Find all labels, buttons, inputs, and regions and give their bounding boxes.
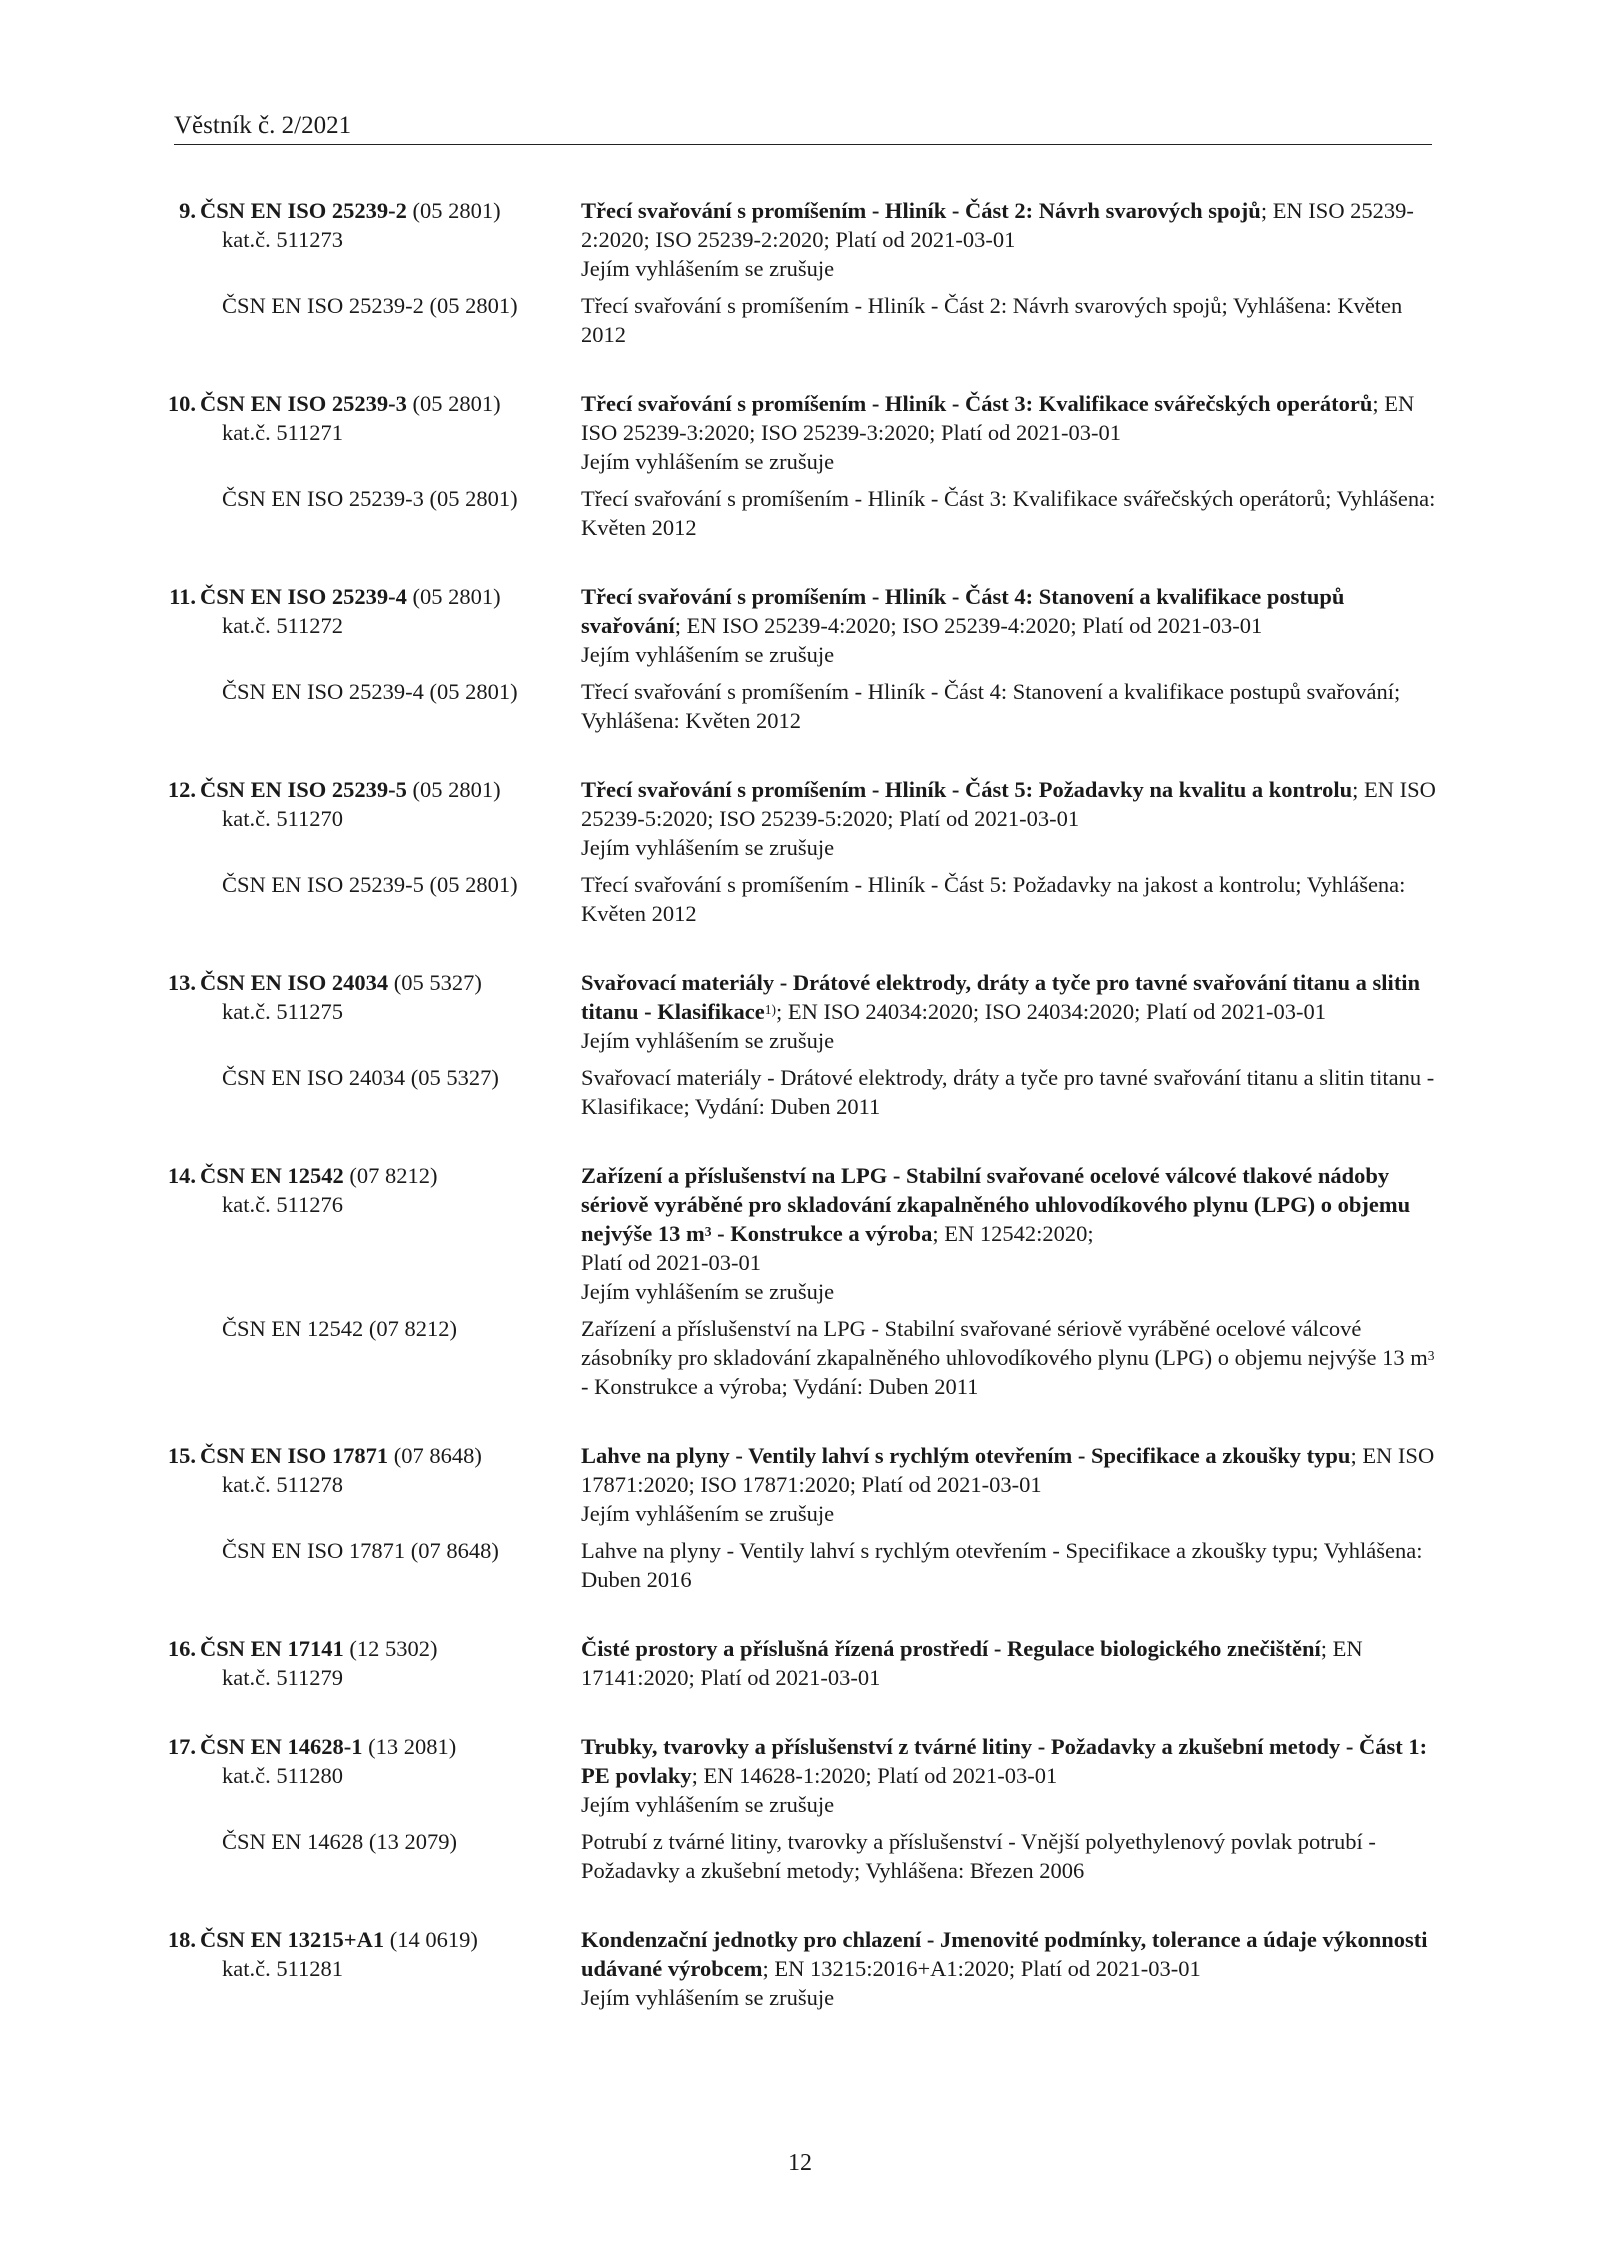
repealed-text-end: - Konstrukce a výroba; Vydání: Duben 2011 [581, 1374, 979, 1399]
repealed-text: Zařízení a příslušenství na LPG - Stabilní svařované sériově vyráběné ocelové válcové zásobníky pro skladování zkapalněného uhlovodíkového plynu (LPG) o objemu nejvýše 13 m [581, 1316, 1428, 1370]
standard-entry-12 [167, 775, 1436, 928]
standard-code: ČSN EN ISO 24034 [200, 970, 389, 995]
superscript-3: 3 [704, 1224, 712, 1240]
standard-class: (05 2801) [412, 777, 501, 802]
repeal-note: Jejím vyhlášením se zrušuje [581, 1501, 835, 1526]
entry-number: 10. [167, 391, 196, 416]
standard-code: ČSN EN ISO 25239-5 [200, 777, 407, 802]
standard-class: (14 0619) [389, 1927, 478, 1952]
standards-list [167, 196, 1436, 2052]
superscript-3: 3 [1427, 1348, 1435, 1364]
repealed-code: ČSN EN ISO 24034 (05 5327) [222, 1065, 499, 1090]
catalog-number: kat.č. 511273 [222, 227, 344, 252]
standard-details: ; EN ISO 25239-5:2020; ISO 25239-5:2020; Platí od 2021-03-01 [581, 777, 1436, 831]
standard-code: ČSN EN ISO 17871 [200, 1443, 389, 1468]
standard-title: Třecí svařování s promíšením - Hliník - Část 4: Stanovení a kvalifikace postupů svařování [581, 584, 1345, 638]
standard-title: Třecí svařování s promíšením - Hliník - Část 3: Kvalifikace svářečských operátorů [581, 391, 1373, 416]
standard-code: ČSN EN 14628-1 [200, 1734, 363, 1759]
repealed-text: Třecí svařování s promíšením - Hliník - Část 4: Stanovení a kvalifikace postupů svařování; Vyhlášena: Květen 2012 [581, 679, 1401, 733]
catalog-number: kat.č. 511276 [222, 1192, 344, 1217]
catalog-number: kat.č. 511279 [222, 1665, 344, 1690]
catalog-number: kat.č. 511272 [222, 613, 344, 638]
standard-title: Třecí svařování s promíšením - Hliník - Část 2: Návrh svarových spojů [581, 198, 1261, 223]
standard-entry-17 [167, 1732, 1436, 1885]
entry-number: 13. [167, 970, 196, 995]
standard-code: ČSN EN ISO 25239-2 [200, 198, 407, 223]
entry-number: 14. [167, 1163, 196, 1188]
standard-title: Svařovací materiály - Drátové elektrody, dráty a tyče pro tavné svařování titanu a slitin titanu - Klasifikace [581, 970, 1421, 1024]
catalog-number: kat.č. 511280 [222, 1763, 344, 1788]
entry-number: 16. [167, 1636, 196, 1661]
standard-code: ČSN EN 17141 [200, 1636, 344, 1661]
standard-class: (07 8212) [349, 1163, 438, 1188]
repealed-code: ČSN EN ISO 25239-4 (05 2801) [222, 679, 518, 704]
standard-class: (12 5302) [349, 1636, 438, 1661]
repeal-note: Jejím vyhlášením se zrušuje [581, 1792, 835, 1817]
repealed-text: Lahve na plyny - Ventily lahví s rychlým otevřením - Specifikace a zkoušky typu; Vyhlášena: Duben 2016 [581, 1538, 1423, 1592]
repeal-note: Jejím vyhlášením se zrušuje [581, 1028, 835, 1053]
standard-title: Trubky, tvarovky a příslušenství z tvárné litiny - Požadavky a zkušební metody - Část 1: PE povlaky [581, 1734, 1428, 1788]
catalog-number: kat.č. 511271 [222, 420, 344, 445]
repeal-note: Jejím vyhlášením se zrušuje [581, 1279, 835, 1304]
standard-class: (13 2081) [368, 1734, 457, 1759]
page-number: 12 [788, 2150, 812, 2176]
repeal-note: Jejím vyhlášením se zrušuje [581, 256, 835, 281]
standard-entry-14 [167, 1161, 1436, 1401]
entry-number: 15. [167, 1443, 196, 1468]
entry-number: 9. [179, 198, 196, 223]
catalog-number: kat.č. 511281 [222, 1956, 344, 1981]
standard-title: Kondenzační jednotky pro chlazení - Jmenovité podmínky, tolerance a údaje výkonnosti udávané výrobcem [581, 1927, 1428, 1981]
standard-entry-18 [167, 1925, 1436, 2012]
repealed-text: Potrubí z tvárné litiny, tvarovky a příslušenství - Vnější polyethylenový povlak potrubí - Požadavky a zkušební metody; Vyhlášena: Březen 2006 [581, 1829, 1376, 1883]
standard-entry-15 [167, 1441, 1436, 1594]
standard-title: Čisté prostory a příslušná řízená prostředí - Regulace biologického znečištění [581, 1636, 1321, 1661]
standard-entry-9 [179, 196, 1436, 349]
footnote-marker: 1) [764, 1002, 776, 1018]
repealed-code: ČSN EN 12542 (07 8212) [222, 1316, 457, 1341]
standard-class: (05 2801) [412, 584, 501, 609]
standard-title: Třecí svařování s promíšením - Hliník - Část 5: Požadavky na kvalitu a kontrolu [581, 777, 1353, 802]
repealed-code: ČSN EN ISO 25239-5 (05 2801) [222, 872, 518, 897]
standard-class: (05 5327) [393, 970, 482, 995]
standard-details: ; EN ISO 24034:2020; ISO 24034:2020; Platí od 2021-03-01 [776, 999, 1326, 1024]
standard-entry-16 [167, 1634, 1436, 1692]
standard-details: ; EN ISO 25239-3:2020; ISO 25239-3:2020; Platí od 2021-03-01 [581, 391, 1415, 445]
standard-title: Lahve na plyny - Ventily lahví s rychlým otevřením - Specifikace a zkoušky typu [581, 1443, 1351, 1468]
repealed-text: Třecí svařování s promíšením - Hliník - Část 5: Požadavky na jakost a kontrolu; Vyhlášena: Květen 2012 [581, 872, 1406, 926]
standard-class: (05 2801) [412, 391, 501, 416]
entry-number: 11. [169, 584, 196, 609]
repeal-note: Jejím vyhlášením se zrušuje [581, 1985, 835, 2010]
catalog-number: kat.č. 511275 [222, 999, 344, 1024]
catalog-number: kat.č. 511278 [222, 1472, 344, 1497]
standard-code: ČSN EN 13215+A1 [200, 1927, 385, 1952]
standard-details: ; EN ISO 25239-4:2020; ISO 25239-4:2020; Platí od 2021-03-01 [674, 613, 1263, 638]
catalog-number: kat.č. 511270 [222, 806, 344, 831]
repeal-note: Jejím vyhlášením se zrušuje [581, 449, 835, 474]
standard-class: (07 8648) [393, 1443, 482, 1468]
standard-code: ČSN EN ISO 25239-3 [200, 391, 407, 416]
standard-class: (05 2801) [412, 198, 501, 223]
standard-valid-from: Platí od 2021-03-01 [581, 1250, 761, 1275]
standard-code: ČSN EN ISO 25239-4 [200, 584, 407, 609]
standard-details: ; EN 12542:2020; [932, 1221, 1094, 1246]
repealed-text: Svařovací materiály - Drátové elektrody, dráty a tyče pro tavné svařování titanu a slitin titanu - Klasifikace; Vydání: Duben 2011 [581, 1065, 1435, 1119]
repealed-code: ČSN EN ISO 25239-3 (05 2801) [222, 486, 518, 511]
standard-code: ČSN EN 12542 [200, 1163, 344, 1188]
repeal-note: Jejím vyhlášením se zrušuje [581, 835, 835, 860]
standard-details: ; EN 17141:2020; Platí od 2021-03-01 [581, 1636, 1363, 1690]
standard-details: ; EN 14628-1:2020; Platí od 2021-03-01 [691, 1763, 1058, 1788]
repealed-code: ČSN EN 14628 (13 2079) [222, 1829, 457, 1854]
repealed-code: ČSN EN ISO 25239-2 (05 2801) [222, 293, 518, 318]
standard-title: Zařízení a příslušenství na LPG - Stabilní svařované ocelové válcové tlakové nádoby sériově vyráběné pro skladování zkapalněného uhlovodíkového plynu (LPG) o objemu nejvýše 13 m [581, 1163, 1411, 1246]
standard-details: ; EN ISO 17871:2020; ISO 17871:2020; Platí od 2021-03-01 [581, 1443, 1435, 1497]
entry-number: 17. [167, 1734, 196, 1759]
entry-number: 12. [167, 777, 196, 802]
standard-entry-10 [167, 389, 1436, 542]
standard-details: ; EN ISO 25239-2:2020; ISO 25239-2:2020; Platí od 2021-03-01 [581, 198, 1414, 252]
standard-details: ; EN 13215:2016+A1:2020; Platí od 2021-03-01 [762, 1956, 1201, 1981]
standard-entry-11 [169, 582, 1436, 735]
repealed-code: ČSN EN ISO 17871 (07 8648) [222, 1538, 499, 1563]
standard-entry-13 [167, 968, 1436, 1121]
standard-title-end: - Konstrukce a výroba [711, 1221, 933, 1246]
repealed-text: Třecí svařování s promíšením - Hliník - Část 2: Návrh svarových spojů; Vyhlášena: Květen 2012 [581, 293, 1403, 347]
repealed-text: Třecí svařování s promíšením - Hliník - Část 3: Kvalifikace svářečských operátorů; Vyhlášena: Květen 2012 [581, 486, 1436, 540]
entry-number: 18. [167, 1927, 196, 1952]
repeal-note: Jejím vyhlášením se zrušuje [581, 642, 835, 667]
page-header: Věstník č. 2/2021 [174, 112, 1432, 145]
